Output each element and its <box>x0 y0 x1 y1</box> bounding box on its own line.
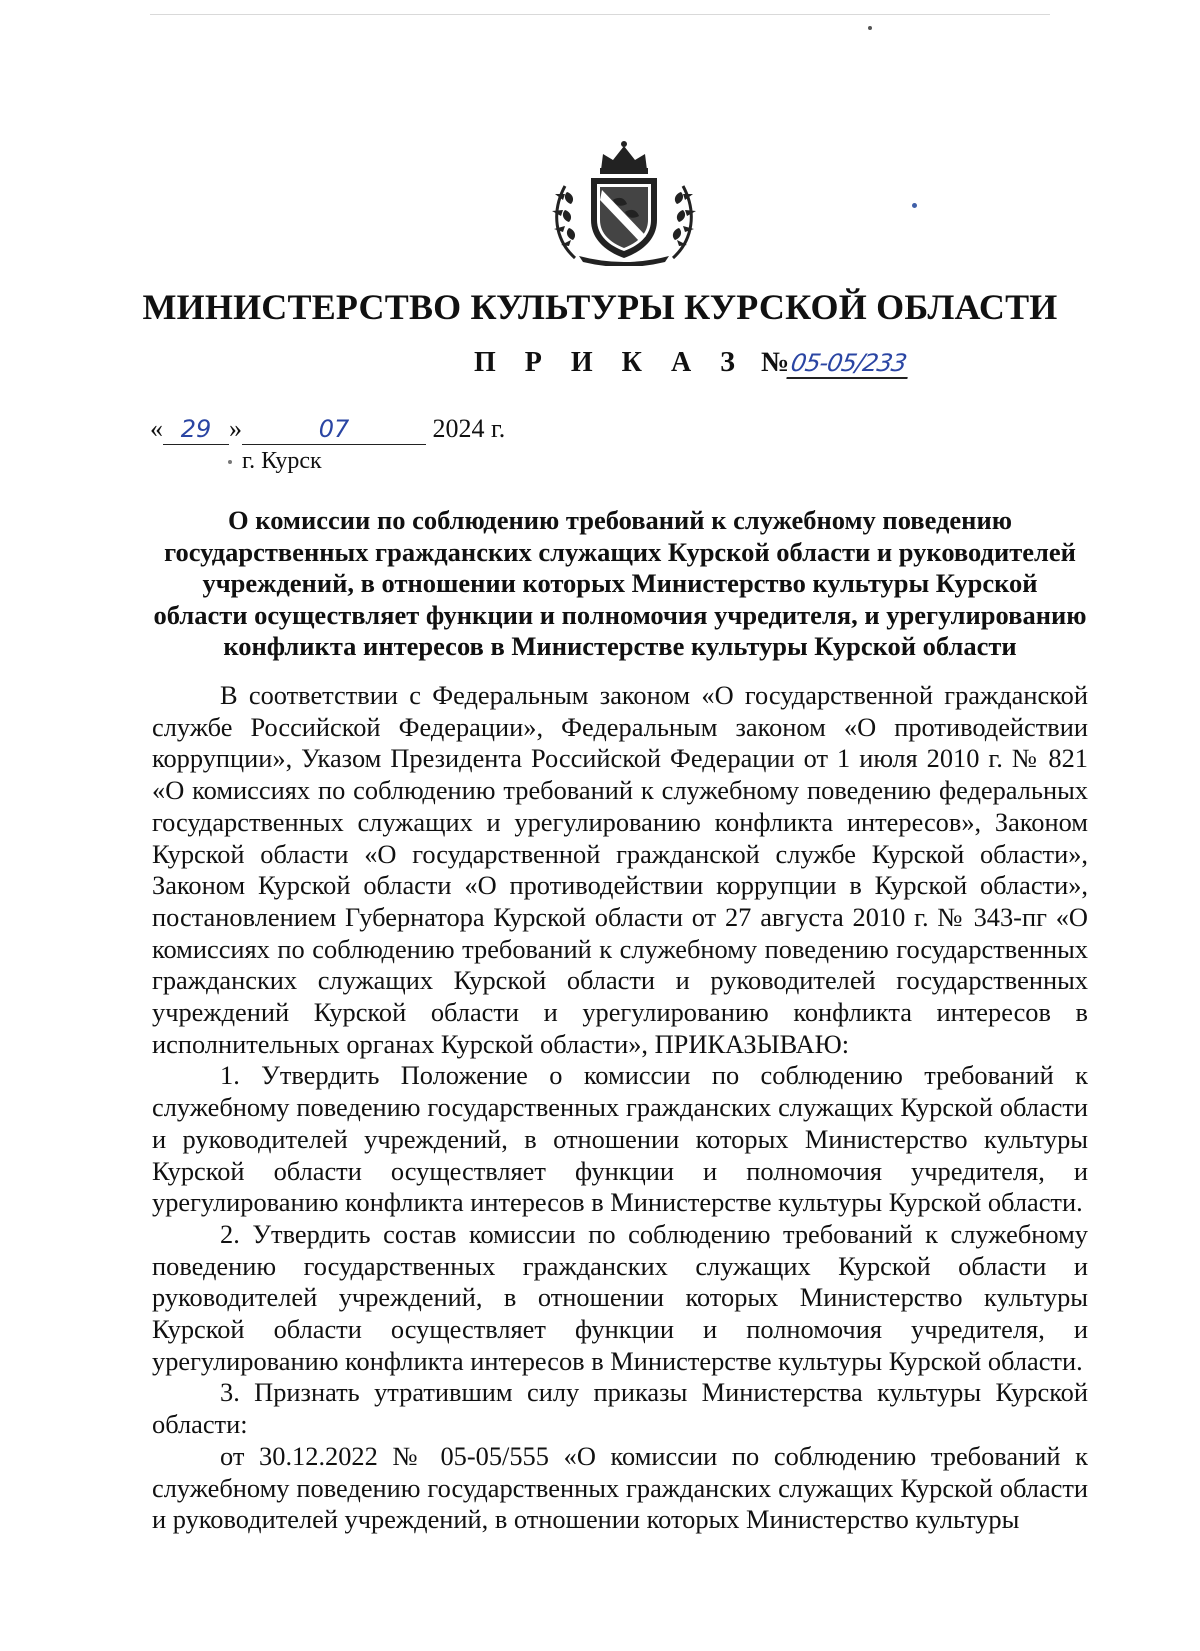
city-name: г. Курск <box>242 448 322 474</box>
order-heading <box>474 347 910 379</box>
date-month-field <box>242 415 426 445</box>
order-word: П Р И К А З <box>474 347 746 378</box>
order-body <box>152 680 1088 1536</box>
repealed-order-paragraph: от 30.12.2022 № 05-05/555 «О комиссии по соблюдению требований к служебному поведению государственных гражданских служащих Курской области и руководителей учреждений, в отношении которых Министерство культуры <box>152 1440 1088 1535</box>
date-open-quote: « <box>150 414 163 443</box>
city-line <box>228 448 322 475</box>
title-line: области осуществляет функции и полномочия учредителя, и урегулированию <box>153 599 1087 630</box>
title-line: учреждений, в отношении которых Министерство культуры Курской <box>202 568 1038 598</box>
title-line: государственных гражданских служащих Курской области и руководителей <box>164 536 1076 567</box>
order-date <box>150 414 505 445</box>
preamble-paragraph: В соответствии с Федеральным законом «О государственной гражданской службе Российской Федерации», Федеральным законом «О противодействии коррупции», Указом Президента Российской Федерации от 1 июля 2010 г. № 821 «О комиссиях по соблюдению требований к служебному поведению федеральных государственных служащих и урегулированию конфликта интересов», Законом Курской области «О государственной гражданской службе Курской области», Законом Курской области «О противодействии коррупции в Курской области», постановлением Губернатора Курской области от 27 августа 2010 г. № 343-пг «О комиссиях по соблюдению требований к служебному поведению государственных гражданских служащих Курской области и руководителей государственных учреждений Курской области и урегулированию конфликта интересов в исполнительных органах Курской области», ПРИКАЗЫВАЮ: <box>152 680 1088 1059</box>
date-day-field <box>163 415 229 445</box>
clause-3-paragraph: 3. Признать утратившим силу приказы Министерства культуры Курской области: <box>152 1377 1088 1440</box>
ministry-name: МИНИСТЕРСТВО КУЛЬТУРЫ КУРСКОЙ ОБЛАСТИ <box>142 287 1058 327</box>
date-month-handwritten: 07 <box>318 415 350 443</box>
title-line: О комиссии по соблюдению требований к служебному поведению <box>228 505 1012 535</box>
number-sign: № <box>760 347 790 378</box>
scan-edge-line <box>150 14 1050 15</box>
clause-2-paragraph: 2. Утвердить состав комиссии по соблюдению требований к служебному поведению государственных гражданских служащих Курской области и руководителей учреждений, в отношении которых Министерство культуры Курской области осуществляет функции и полномочия учредителя, и урегулированию конфликта интересов в Министерстве культуры Курской области. <box>152 1218 1088 1376</box>
scan-speck <box>868 26 872 30</box>
date-day-handwritten: 29 <box>180 415 212 443</box>
title-line: конфликта интересов в Министерстве культуры Курской области <box>223 631 1017 661</box>
city-bullet <box>228 460 232 464</box>
order-title <box>150 505 1090 663</box>
order-number-handwritten: 05-05/233 <box>786 349 912 379</box>
coat-of-arms-icon <box>545 140 703 266</box>
date-year: 2024 г. <box>432 414 506 443</box>
ink-speck <box>912 203 917 208</box>
date-close-quote: » <box>229 414 242 443</box>
clause-1-paragraph: 1. Утвердить Положение о комиссии по соблюдению требований к служебному поведению государственных гражданских служащих Курской области и руководителей учреждений, в отношении которых Министерство культуры Курской области осуществляет функции и полномочия учредителя, и урегулированию конфликта интересов в Министерстве культуры Курской области. <box>152 1060 1088 1218</box>
